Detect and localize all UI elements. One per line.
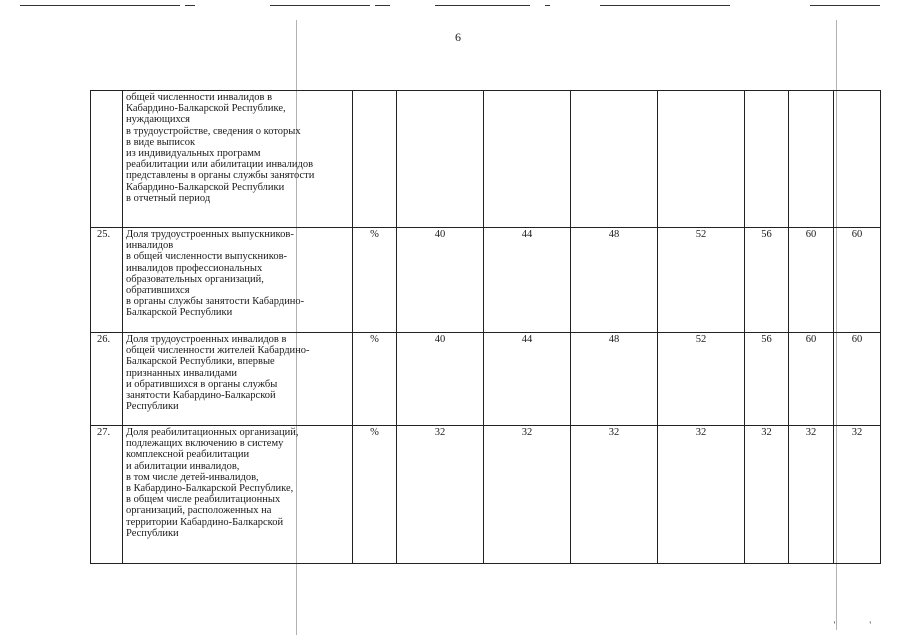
value-cell	[397, 91, 484, 228]
indicator-description	[123, 91, 353, 228]
value-cell: 40	[397, 228, 484, 333]
description-line: обратившихся	[126, 285, 190, 297]
top-rule	[20, 5, 180, 6]
top-rule	[185, 5, 195, 6]
top-rule	[600, 5, 730, 6]
value-cell	[745, 91, 789, 228]
description-line: организаций, расположенных на	[126, 505, 272, 517]
description-line: в том числе детей-инвалидов,	[126, 471, 259, 483]
description-line: из индивидуальных программ	[126, 148, 261, 160]
description-line: реабилитации или абилитации инвалидов	[126, 159, 314, 171]
value-cell: 56	[745, 333, 789, 426]
top-rule	[810, 5, 880, 6]
value-cell: 40	[397, 333, 484, 426]
indicator-table	[90, 90, 881, 564]
top-rule	[435, 5, 530, 6]
description-line: Кабардино-Балкарской Республике,	[126, 103, 286, 115]
description-line: Балкарской Республики	[126, 307, 233, 319]
description-line: Доля трудоустроенных выпускников-	[126, 229, 294, 240]
top-rule	[375, 5, 390, 6]
value-cell: 60	[834, 333, 881, 426]
page-number: 6	[455, 30, 461, 44]
value-cell: 32	[789, 426, 834, 564]
indicator-description	[123, 333, 353, 426]
description-line: подлежащих включению в систему	[126, 438, 284, 450]
description-line: Кабардино-Балкарской Республики	[126, 181, 285, 193]
description-line: инвалидов	[126, 240, 174, 252]
description-line: в отчетный период	[126, 192, 211, 204]
description-line: в общей численности выпускников-	[126, 251, 288, 263]
value-cell: 32	[484, 426, 571, 564]
value-cell: 56	[745, 228, 789, 333]
description-line: и обратившихся в органы службы	[126, 378, 278, 390]
unit-cell: %	[353, 228, 397, 333]
scan-marks: ' '	[833, 620, 887, 630]
value-cell: 32	[834, 426, 881, 564]
description-line: образовательных организаций,	[126, 273, 264, 285]
indicator-description	[123, 426, 353, 564]
value-cell: 60	[789, 333, 834, 426]
value-cell: 32	[571, 426, 658, 564]
value-cell	[571, 91, 658, 228]
row-number	[91, 91, 123, 228]
table-row	[91, 228, 881, 333]
unit-cell: %	[353, 426, 397, 564]
value-cell: 32	[745, 426, 789, 564]
value-cell: 52	[658, 333, 745, 426]
unit-cell: %	[353, 333, 397, 426]
description-line: общей численности жителей Кабардино-	[126, 345, 310, 357]
value-cell: 52	[658, 228, 745, 333]
description-line: Доля реабилитационных организаций,	[126, 427, 299, 438]
value-cell: 32	[658, 426, 745, 564]
description-line: Балкарской Республики, впервые	[126, 356, 275, 368]
row-number: 26.	[91, 333, 123, 426]
description-line: в общем числе реабилитационных	[126, 494, 281, 506]
table-row	[91, 426, 881, 564]
description-line: Доля трудоустроенных инвалидов в	[126, 334, 287, 345]
description-line: признанных инвалидами	[126, 367, 238, 379]
description-line: в Кабардино-Балкарской Республике,	[126, 483, 294, 495]
top-rule	[270, 5, 370, 6]
description-line: инвалидов профессиональных	[126, 262, 263, 274]
value-cell: 44	[484, 333, 571, 426]
description-line: представлены в органы службы занятости	[126, 170, 315, 182]
value-cell	[484, 91, 571, 228]
row-number: 27.	[91, 426, 123, 564]
description-line: территории Кабардино-Балкарской	[126, 516, 284, 528]
table-row	[91, 333, 881, 426]
description-line: Республики	[126, 527, 179, 539]
value-cell: 60	[789, 228, 834, 333]
value-cell: 48	[571, 228, 658, 333]
value-cell	[834, 91, 881, 228]
description-line: в виде выписок	[126, 136, 196, 148]
description-line: общей численности инвалидов в	[126, 92, 273, 103]
row-number: 25.	[91, 228, 123, 333]
description-line: в органы службы занятости Кабардино-	[126, 296, 305, 308]
value-cell: 48	[571, 333, 658, 426]
unit-cell	[353, 91, 397, 228]
table-row	[91, 91, 881, 228]
value-cell: 44	[484, 228, 571, 333]
description-line: нуждающихся	[126, 114, 190, 126]
value-cell: 32	[397, 426, 484, 564]
value-cell	[789, 91, 834, 228]
indicator-description	[123, 228, 353, 333]
description-line: в трудоустройстве, сведения о которых	[126, 125, 301, 137]
description-line: комплексной реабилитации	[126, 449, 250, 461]
value-cell	[658, 91, 745, 228]
description-line: занятости Кабардино-Балкарской	[126, 390, 276, 402]
description-line: Республики	[126, 401, 179, 413]
value-cell: 60	[834, 228, 881, 333]
description-line: и абилитации инвалидов,	[126, 460, 240, 472]
top-rule	[545, 5, 550, 6]
